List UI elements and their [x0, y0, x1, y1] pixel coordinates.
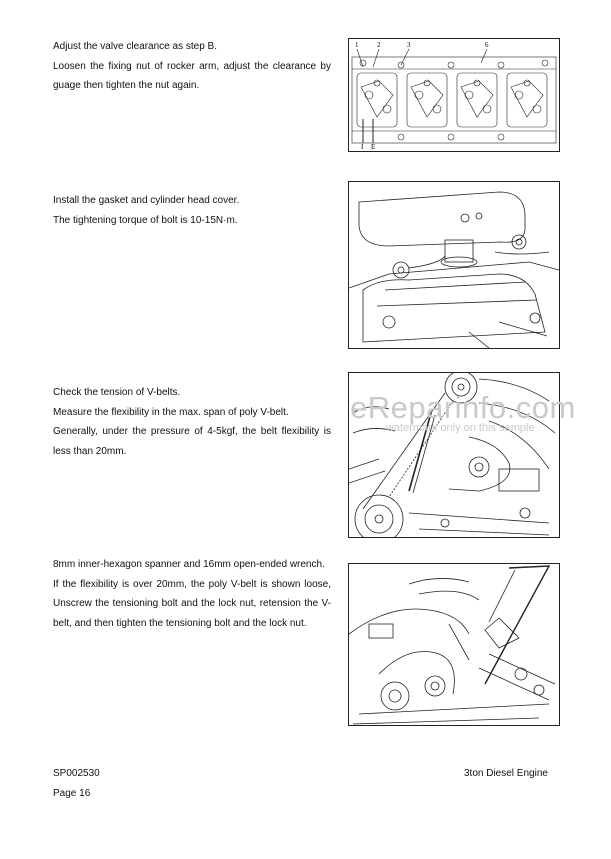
section-4-line-1: 8mm inner-hexagon spanner and 16mm open-ended wrench.: [53, 559, 325, 570]
section-1-text: [53, 37, 331, 96]
section-3-line-1: Check the tension of V-belts.: [53, 387, 181, 398]
section-1-line-1: Adjust the valve clearance as step B.: [53, 41, 217, 52]
torque-wrench-drawing: [349, 182, 559, 348]
watermark-main: eReparinfo.com: [350, 390, 576, 425]
figure-rocker-arm-valve-clearance: [348, 38, 560, 152]
figure-cylinder-head-cover: [348, 181, 560, 349]
footer-page-number: Page 16: [53, 788, 91, 799]
footer-title: 3ton Diesel Engine: [464, 768, 548, 779]
fig-label-6: 6: [485, 41, 489, 49]
section-3-line-2: Measure the flexibility in the max. span of poly V-belt.: [53, 406, 289, 418]
fig-label-3: 3: [407, 41, 411, 49]
fig-label-1: 1: [355, 41, 359, 49]
section-4-line-2: If the flexibility is over 20mm, the poly V-belt is shown loose, Unscrew the tensioning bolt and the lock nut, retension the V-belt, and then tighten the tensioning bolt and the lock nut.: [53, 578, 331, 629]
rocker-arm-drawing: [349, 39, 559, 151]
fig-label-e: E: [371, 143, 376, 151]
fig-label-i: I: [361, 143, 364, 151]
tensioning-bolt-drawing: [349, 564, 559, 725]
section-3-line-3: Generally, under the pressure of 4-5kgf, the belt flexibility is less than 20mm.: [53, 426, 331, 457]
fig-label-2: 2: [377, 41, 381, 49]
section-4-text: [53, 555, 331, 633]
watermark: [350, 390, 611, 434]
section-2-text: [53, 191, 331, 230]
footer-doc-code: SP002530: [53, 768, 100, 779]
section-2-line-2: The tightening torque of bolt is 10-15N·m.: [53, 214, 238, 226]
section-2-line-1: Install the gasket and cylinder head cover.: [53, 195, 240, 206]
watermark-sub: watermark only on this sample: [386, 422, 535, 434]
section-3-text: [53, 383, 331, 461]
figure-belt-tensioning-bolt: [348, 563, 560, 726]
section-1-line-2: Loosen the fixing nut of rocker arm, adjust the clearance by guage then tighten the nut again.: [53, 60, 331, 91]
